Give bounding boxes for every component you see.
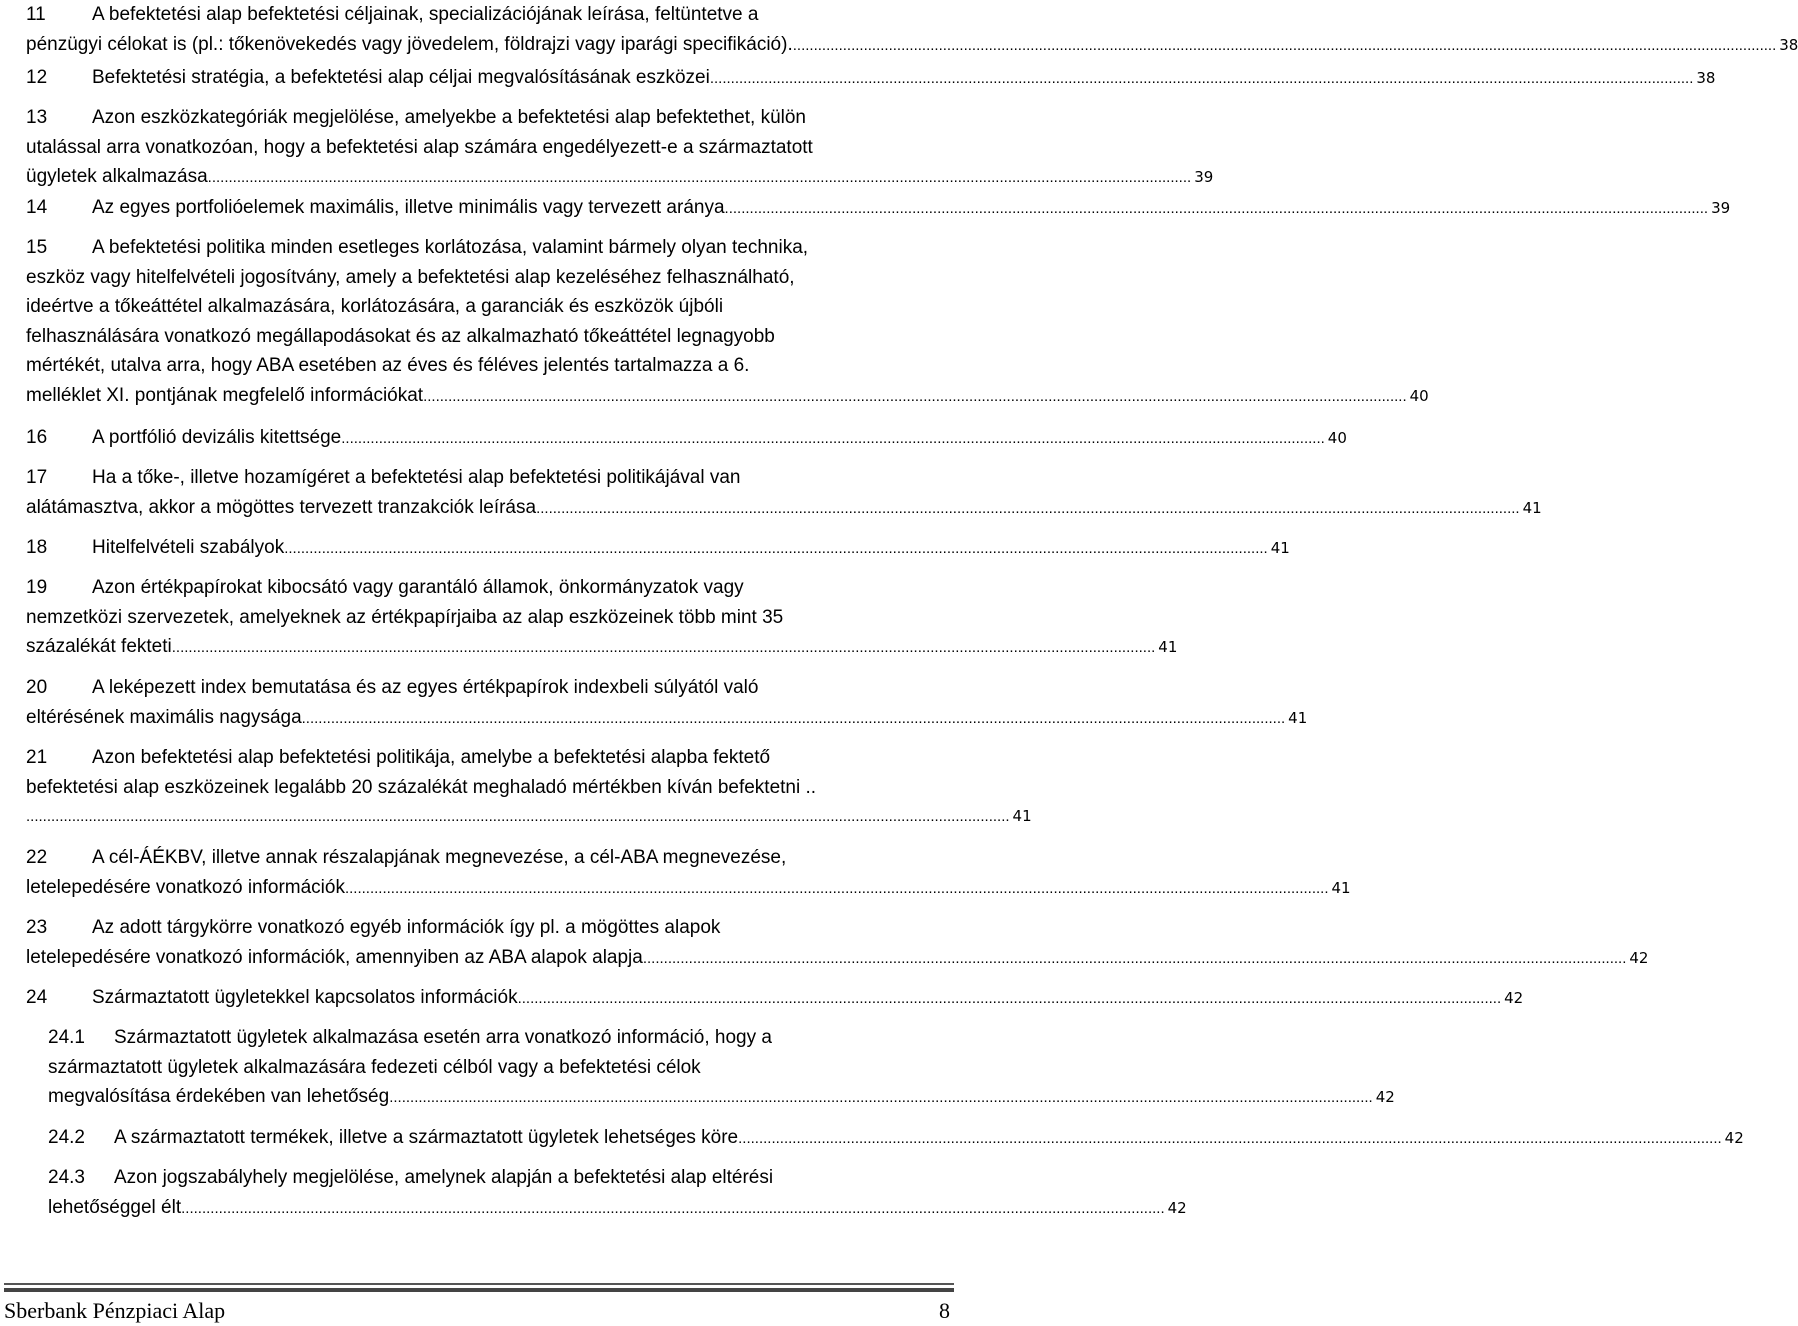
toc-entry[interactable]: [26, 913, 1649, 972]
toc-entry-number: 12: [26, 67, 48, 88]
toc-entry-text: Azon befektetési alap befektetési politikája, amelybe a befektetési alapba fektető: [92, 747, 771, 768]
toc-entry-number: 24.2: [48, 1127, 85, 1148]
toc-entry[interactable]: [26, 103, 1214, 192]
toc-entry-number: 15: [26, 237, 48, 258]
toc-entry-text: Az egyes portfolióelemek maximális, illetve minimális vagy tervezett aránya: [92, 197, 725, 218]
toc-entry-text: nemzetközi szervezetek, amelyeknek az értékpapírjaiba az alap eszközeinek több mint 35: [26, 606, 784, 628]
toc-entry-text: Származtatott ügyletekkel kapcsolatos információk: [92, 987, 518, 1008]
toc-page-number: 40: [1409, 386, 1429, 405]
toc-entry-text: letelepedésére vonatkozó információk: [26, 876, 345, 898]
toc-entry-number: 24.3: [48, 1167, 85, 1188]
toc-entry[interactable]: [26, 573, 1178, 662]
toc-entry[interactable]: [26, 0, 1798, 59]
toc-leader-dots: [643, 944, 1627, 974]
toc-entry-text: felhasználására vonatkozó megállapodásokat és az alkalmazható tőkeáttétel legnagyobb: [26, 325, 775, 347]
toc-entry-text: Ha a tőke-, illetve hozamígéret a befektetési alap befektetési politikájával van: [92, 467, 741, 488]
toc-entry-text: A származtatott termékek, illetve a származtatott ügyletek lehetséges köre: [114, 1127, 739, 1148]
toc-entry-number: 16: [26, 427, 48, 448]
toc-entry-text: Származtatott ügyletek alkalmazása esetén arra vonatkozó információ, hogy a: [114, 1027, 772, 1048]
toc-leader-dots: [389, 1083, 1373, 1113]
toc-entry-text: Hitelfelvételi szabályok: [92, 537, 285, 558]
toc-page-number: 41: [1331, 878, 1351, 897]
toc-entry-number: 20: [26, 677, 48, 698]
toc-leader-dots: [725, 194, 1709, 224]
toc-entry[interactable]: [26, 233, 1429, 410]
toc-leader-dots: [423, 382, 1407, 412]
toc-entry[interactable]: [48, 1023, 1395, 1112]
toc-leader-dots: [284, 534, 1268, 564]
footer-rule-thick: [4, 1288, 954, 1292]
toc-page-number: 38: [1696, 69, 1716, 87]
toc-entry-text: Azon jogszabályhely megjelölése, amelynek alapján a befektetési alap eltérési: [114, 1167, 774, 1188]
toc-entry-text: letelepedésére vonatkozó információk, amennyiben az ABA alapok alapja: [26, 946, 643, 968]
toc-entry-number: 14: [26, 197, 48, 218]
toc-entry[interactable]: [26, 743, 1032, 832]
toc-entry-text: pénzügyi célokat is (pl.: tőkenövekedés vagy jövedelem, földrajzi vagy iparági specifikáció).: [26, 33, 793, 55]
toc-entry-text: Azon eszközkategóriák megjelölése, amelyekbe a befektetési alap befektethet, külön: [92, 107, 806, 128]
toc-entry-text: Befektetési stratégia, a befektetési alap céljai megvalósításának eszközei: [92, 67, 710, 88]
toc-entry-number: 22: [26, 847, 48, 868]
toc-page-number: 39: [1194, 168, 1214, 186]
toc-entry[interactable]: [26, 533, 1290, 563]
toc-entry-text: ügyletek alkalmazása: [26, 166, 208, 187]
footer-page-number: 8: [939, 1298, 950, 1323]
toc-entry[interactable]: [26, 193, 1731, 223]
toc-leader-dots: [26, 802, 1010, 832]
toc-entry[interactable]: [26, 983, 1524, 1013]
toc-entry-text: A leképezett index bemutatása és az egyes értékpapírok indexbeli súlyától való: [92, 677, 759, 698]
toc-leader-dots: [172, 633, 1156, 663]
toc-page-number: 41: [1158, 638, 1178, 656]
toc-entry-text: százalékát fekteti: [26, 636, 172, 657]
toc-entry-text: megvalósítása érdekében van lehetőség: [48, 1086, 390, 1107]
toc-entry-text: lehetőséggel élt: [48, 1196, 182, 1218]
toc-entry-number: 23: [26, 917, 48, 938]
toc-entry-text: befektetési alap eszközeinek legalább 20 százalékát meghaladó mértékben kíván befektetni ..: [26, 776, 817, 798]
toc-entry-number: 17: [26, 467, 48, 488]
toc-leader-dots: [738, 1124, 1722, 1154]
toc-entry-number: 24.1: [48, 1027, 85, 1048]
toc-page-number: 40: [1327, 429, 1347, 447]
toc-page-number: 42: [1629, 948, 1649, 967]
toc-page-number: 42: [1167, 1198, 1187, 1217]
toc-entry[interactable]: [26, 463, 1542, 522]
toc-leader-dots: [208, 163, 1192, 193]
toc-entry-text: utalással arra vonatkozóan, hogy a befektetési alap számára engedélyezett-e a származtatott: [26, 136, 813, 158]
toc-entry-text: Az adott tárgykörre vonatkozó egyéb információk így pl. a mögöttes alapok: [92, 917, 721, 938]
toc-entry-number: 13: [26, 107, 48, 128]
toc-entry-number: 11: [26, 4, 46, 25]
toc-page-number: 39: [1711, 199, 1731, 217]
footer-rule: [4, 1283, 954, 1285]
toc-entry[interactable]: [48, 1163, 1187, 1222]
toc-entry[interactable]: [48, 1123, 1744, 1153]
toc-page-number: 41: [1012, 807, 1032, 825]
toc-page-number: 42: [1724, 1129, 1744, 1147]
toc-leader-dots: [536, 494, 1520, 524]
toc-entry-text: eszköz vagy hitelfelvételi jogosítvány, amely a befektetési alap kezeléséhez felhasználható,: [26, 266, 795, 288]
toc-entry-number: 19: [26, 577, 48, 598]
toc-page-number: 42: [1504, 989, 1524, 1007]
toc-leader-dots: [793, 31, 1777, 61]
toc-page-number: 41: [1270, 539, 1290, 557]
toc-entry-text: Azon értékpapírokat kibocsátó vagy garantáló államok, önkormányzatok vagy: [92, 577, 744, 598]
toc-entry-text: A cél-ÁÉKBV, illetve annak részalapjának megnevezése, a cél-ABA megnevezése,: [92, 847, 787, 868]
toc-leader-dots: [710, 64, 1694, 94]
toc-entry-number: 18: [26, 537, 48, 558]
toc-leader-dots: [345, 874, 1329, 904]
toc-entry[interactable]: [26, 673, 1308, 732]
toc-entry[interactable]: [26, 423, 1347, 453]
toc-entry[interactable]: [26, 843, 1351, 902]
toc-entry-number: 21: [26, 747, 48, 768]
toc-entry[interactable]: [26, 63, 1716, 93]
toc-entry-text: A befektetési politika minden esetleges korlátozása, valamint bármely olyan technika,: [92, 237, 809, 258]
toc-page-number: 41: [1522, 498, 1542, 517]
toc-entry-text: A befektetési alap befektetési céljainak, specializációjának leírása, feltüntetve a: [92, 4, 759, 25]
toc-page-number: 38: [1779, 35, 1798, 54]
toc-leader-dots: [302, 704, 1286, 734]
toc-entry-text: alátámasztva, akkor a mögöttes tervezett tranzakciók leírása: [26, 496, 537, 518]
toc-entry-text: A portfólió devizális kitettsége: [92, 427, 342, 448]
toc-page-number: 41: [1288, 708, 1308, 727]
toc-leader-dots: [341, 424, 1325, 454]
toc-entry-text: melléklet XI. pontjának megfelelő információkat: [26, 384, 424, 406]
toc-leader-dots: [181, 1194, 1165, 1224]
footer-title: Sberbank Pénzpiaci Alap: [4, 1298, 226, 1323]
toc-entry-text: mértékét, utalva arra, hogy ABA esetében az éves és féléves jelentés tartalmazza a 6.: [26, 355, 750, 376]
toc-entry-text: ideértve a tőkeáttétel alkalmazására, korlátozására, a garanciák és eszközök újbóli: [26, 296, 724, 317]
toc-page-number: 42: [1375, 1088, 1395, 1106]
toc-entry-text: származtatott ügyletek alkalmazására fedezeti célból vagy a befektetési célok: [48, 1056, 701, 1078]
toc-entry-text: eltérésének maximális nagysága: [26, 706, 302, 728]
toc-leader-dots: [518, 984, 1502, 1014]
toc-entry-number: 24: [26, 987, 48, 1008]
